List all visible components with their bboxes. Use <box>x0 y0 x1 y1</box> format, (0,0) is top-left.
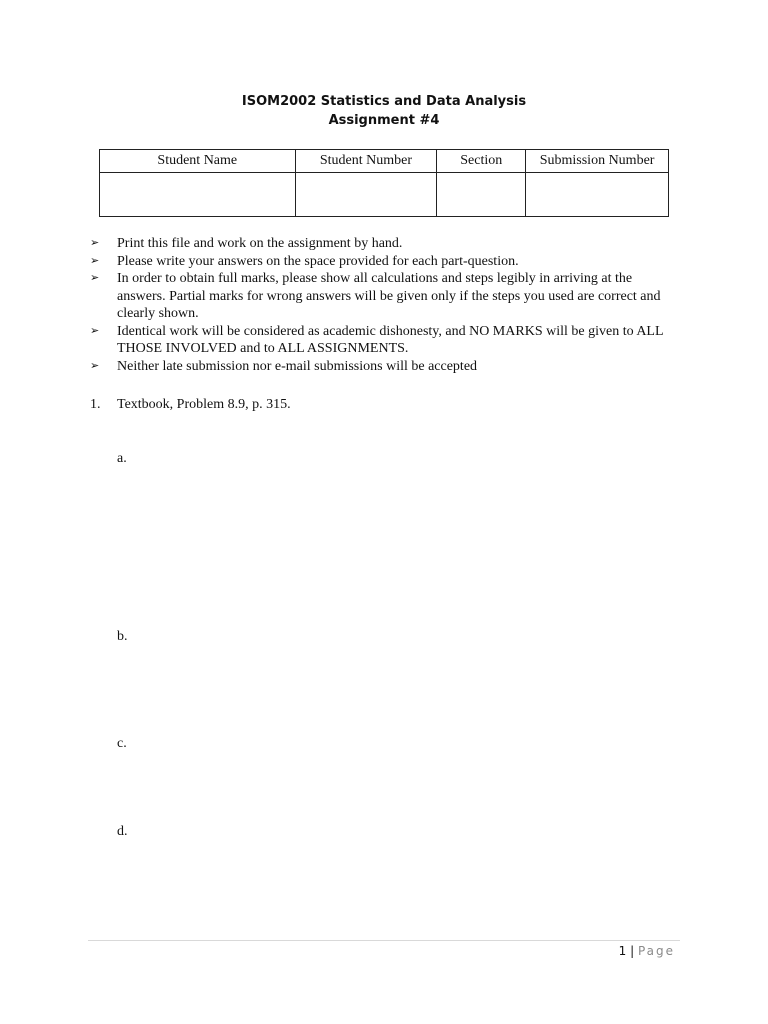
header-submission-number: Submission Number <box>526 150 669 173</box>
header-student-name: Student Name <box>100 150 296 173</box>
footer-divider <box>88 940 680 941</box>
instruction-text: Identical work will be considered as academic dishonesty, and NO MARKS will be given to ALL THOSE INVOLVED and to ALL ASSIGNMENTS. <box>117 323 664 356</box>
page-footer <box>619 944 675 958</box>
part-b-label: b. <box>117 629 128 644</box>
list-item <box>90 270 682 323</box>
section-cell[interactable] <box>437 173 526 217</box>
assignment-subtitle: Assignment #4 <box>328 113 440 128</box>
part-a-label: a. <box>117 451 127 466</box>
table-entry-row <box>100 173 669 217</box>
table-header-row <box>100 150 669 173</box>
list-item <box>90 358 682 376</box>
document-title: ISOM2002 Statistics and Data Analysis <box>241 94 527 109</box>
list-item <box>90 235 682 253</box>
instruction-text: In order to obtain full marks, please show all calculations and steps legibly in arriving at the answers. Partial marks for wrong answers will be given only if the steps you used are correct and clearly shown. <box>117 271 661 321</box>
page-label: Page <box>637 944 675 958</box>
student-number-cell[interactable] <box>295 173 437 217</box>
list-item <box>90 253 682 271</box>
instructions-list <box>90 235 682 375</box>
student-info-table <box>99 149 669 217</box>
list-item <box>90 323 682 358</box>
part-d-label: d. <box>117 824 128 839</box>
page-separator: | <box>630 944 635 958</box>
arrowhead-bullet-icon: ➢ <box>90 254 100 267</box>
header-student-number: Student Number <box>295 150 437 173</box>
instruction-text: Please write your answers on the space provided for each part-question. <box>117 253 519 269</box>
instruction-text: Print this file and work on the assignment by hand. <box>117 236 403 251</box>
question-number: 1. <box>90 397 101 412</box>
arrowhead-bullet-icon: ➢ <box>90 237 100 249</box>
student-name-cell[interactable] <box>100 173 296 217</box>
question-text: Textbook, Problem 8.9, p. 315. <box>117 397 291 412</box>
arrowhead-bullet-icon: ➢ <box>90 324 100 337</box>
arrowhead-bullet-icon: ➢ <box>90 359 100 372</box>
part-c-label: c. <box>117 736 127 751</box>
page-number: 1 <box>618 944 627 958</box>
arrowhead-bullet-icon: ➢ <box>90 272 100 284</box>
header-section: Section <box>437 150 526 173</box>
instruction-text: Neither late submission nor e-mail submissions will be accepted <box>117 358 478 374</box>
submission-number-cell[interactable] <box>526 173 669 217</box>
